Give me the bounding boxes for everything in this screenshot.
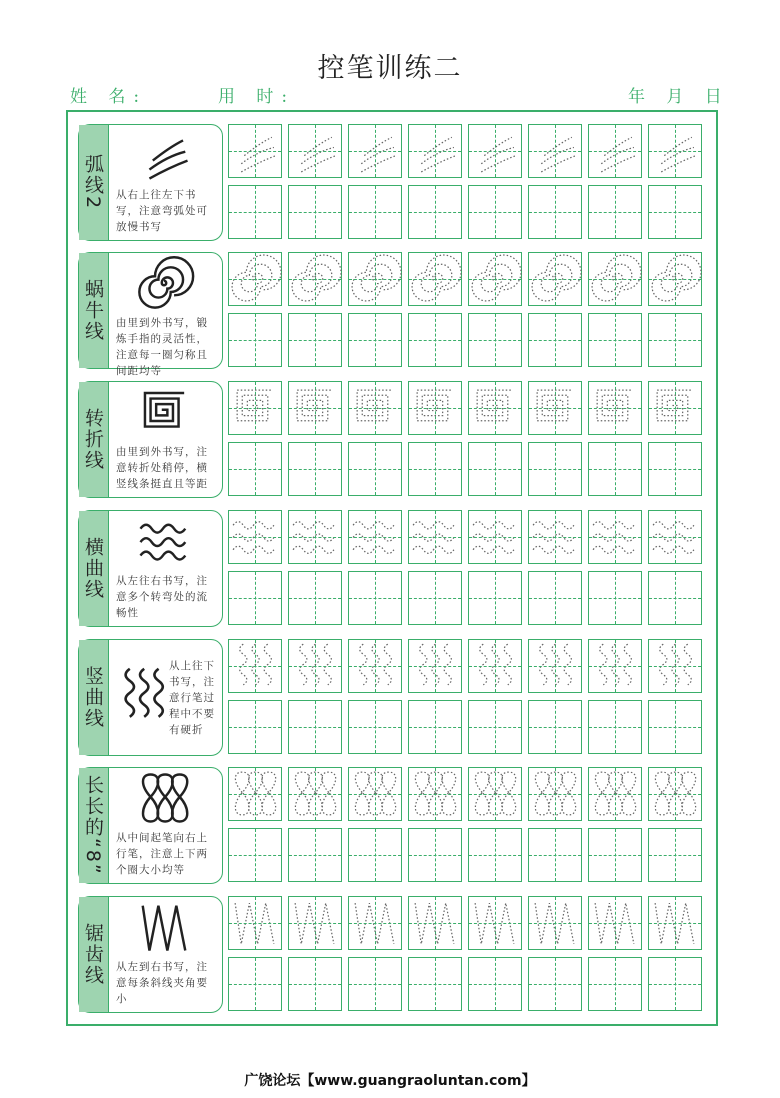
blank-practice-cell[interactable] (528, 442, 582, 496)
blank-practice-cell[interactable] (468, 185, 522, 239)
trace-cell[interactable] (228, 767, 282, 821)
trace-cell[interactable] (468, 124, 522, 178)
trace-pattern (589, 382, 640, 433)
blank-practice-cell[interactable] (648, 442, 702, 496)
trace-cell[interactable] (228, 639, 282, 693)
trace-pattern (589, 511, 640, 562)
section-description: 从中间起笔向右上行笔，注意上下两个圈大小均等 (116, 832, 208, 876)
section-label (79, 125, 109, 240)
blank-practice-cell[interactable] (588, 828, 642, 882)
trace-pattern (469, 511, 520, 562)
trace-cell[interactable] (648, 639, 702, 693)
trace-pattern (589, 897, 640, 948)
blank-practice-cell[interactable] (408, 571, 462, 625)
section-label (79, 768, 109, 883)
blank-practice-cell[interactable] (528, 185, 582, 239)
trace-pattern (289, 511, 340, 562)
trace-pattern (409, 125, 460, 176)
trace-cell[interactable] (648, 510, 702, 564)
trace-pattern (469, 768, 520, 819)
trace-cell[interactable] (288, 510, 342, 564)
section-label (79, 511, 109, 626)
trace-pattern (229, 511, 280, 562)
section-label (79, 253, 109, 368)
blank-practice-cell[interactable] (528, 957, 582, 1011)
trace-pattern (289, 253, 340, 304)
trace-cell[interactable] (288, 639, 342, 693)
blank-practice-cell[interactable] (348, 442, 402, 496)
blank-practice-cell[interactable] (528, 571, 582, 625)
trace-cell[interactable] (528, 639, 582, 693)
section-label (79, 897, 109, 1012)
trace-cell[interactable] (588, 124, 642, 178)
trace-pattern (529, 897, 580, 948)
trace-pattern (289, 768, 340, 819)
trace-cell[interactable] (648, 124, 702, 178)
trace-cell[interactable] (348, 510, 402, 564)
blank-practice-cell[interactable] (288, 828, 342, 882)
trace-cell[interactable] (468, 767, 522, 821)
trace-cell[interactable] (228, 124, 282, 178)
trace-cell[interactable] (408, 510, 462, 564)
blank-practice-cell[interactable] (228, 957, 282, 1011)
blank-practice-cell[interactable] (528, 828, 582, 882)
trace-pattern (349, 897, 400, 948)
trace-cell[interactable] (348, 381, 402, 435)
trace-cell[interactable] (528, 381, 582, 435)
trace-cell[interactable] (588, 896, 642, 950)
trace-cell[interactable] (228, 252, 282, 306)
date-label: 年 月 日 (628, 87, 730, 107)
blank-practice-cell[interactable] (648, 571, 702, 625)
trace-cell[interactable] (288, 124, 342, 178)
blank-practice-cell[interactable] (408, 185, 462, 239)
trace-pattern (349, 511, 400, 562)
blank-practice-cell[interactable] (588, 571, 642, 625)
blank-practice-cell[interactable] (228, 185, 282, 239)
trace-cell[interactable] (408, 252, 462, 306)
trace-pattern (409, 253, 460, 304)
trace-pattern (649, 253, 700, 304)
blank-practice-cell[interactable] (228, 442, 282, 496)
trace-cell[interactable] (588, 252, 642, 306)
trace-cell[interactable] (528, 896, 582, 950)
trace-cell[interactable] (468, 381, 522, 435)
trace-pattern (649, 768, 700, 819)
trace-pattern (229, 382, 280, 433)
trace-pattern (349, 382, 400, 433)
section-label-text: 锯齿线 (82, 923, 104, 986)
blank-practice-cell[interactable] (228, 571, 282, 625)
trace-cell[interactable] (228, 896, 282, 950)
trace-cell[interactable] (588, 639, 642, 693)
section-label (79, 640, 109, 755)
trace-pattern (469, 640, 520, 691)
trace-pattern (529, 125, 580, 176)
trace-pattern (529, 768, 580, 819)
name-label: 姓 名: (70, 87, 148, 107)
page-title: 控笔训练二 (317, 53, 463, 84)
trace-cell[interactable] (348, 639, 402, 693)
section-card-1 (78, 124, 223, 241)
section-card-3 (78, 381, 223, 498)
trace-pattern (469, 382, 520, 433)
blank-practice-cell[interactable] (288, 442, 342, 496)
blank-practice-cell[interactable] (408, 957, 462, 1011)
trace-pattern (349, 640, 400, 691)
section-description: 从右上往左下书写，注意弯弧处可放慢书写 (116, 189, 208, 233)
trace-cell[interactable] (588, 510, 642, 564)
blank-practice-cell[interactable] (648, 313, 702, 367)
trace-pattern (589, 640, 640, 691)
trace-pattern (409, 640, 460, 691)
trace-pattern (649, 511, 700, 562)
trace-pattern (229, 897, 280, 948)
trace-cell[interactable] (408, 896, 462, 950)
trace-cell[interactable] (348, 896, 402, 950)
trace-pattern (469, 897, 520, 948)
blank-practice-cell[interactable] (468, 700, 522, 754)
trace-pattern (289, 640, 340, 691)
blank-practice-cell[interactable] (588, 957, 642, 1011)
trace-pattern (649, 382, 700, 433)
trace-pattern (469, 253, 520, 304)
trace-cell[interactable] (228, 510, 282, 564)
blank-practice-cell[interactable] (348, 700, 402, 754)
section-description: 由里到外书写，注意转折处稍停，横竖线条挺直且等距 (116, 446, 208, 490)
section-label-text: 长长的“8” (82, 775, 104, 876)
trace-pattern (349, 253, 400, 304)
trace-pattern (229, 768, 280, 819)
footer-text: 广饶论坛【www.guangraoluntan.com】 (244, 1073, 536, 1089)
section-card-4 (78, 510, 223, 627)
blank-practice-cell[interactable] (228, 313, 282, 367)
trace-cell[interactable] (468, 510, 522, 564)
zigzag-icon (109, 897, 222, 955)
trace-pattern (409, 511, 460, 562)
section-label-text: 转折线 (82, 408, 104, 471)
spiral-icon (109, 253, 222, 311)
trace-pattern (289, 897, 340, 948)
blank-practice-cell[interactable] (528, 313, 582, 367)
blank-practice-cell[interactable] (288, 313, 342, 367)
trace-cell[interactable] (468, 252, 522, 306)
trace-cell[interactable] (408, 639, 462, 693)
trace-pattern (649, 125, 700, 176)
trace-pattern (529, 253, 580, 304)
trace-pattern (349, 125, 400, 176)
trace-cell[interactable] (528, 510, 582, 564)
blank-practice-cell[interactable] (588, 185, 642, 239)
trace-pattern (229, 125, 280, 176)
blank-practice-cell[interactable] (468, 957, 522, 1011)
trace-cell[interactable] (528, 124, 582, 178)
trace-pattern (349, 768, 400, 819)
blank-practice-cell[interactable] (228, 700, 282, 754)
trace-pattern (409, 768, 460, 819)
blank-practice-cell[interactable] (348, 828, 402, 882)
blank-practice-cell[interactable] (408, 313, 462, 367)
section-card-2 (78, 252, 223, 377)
trace-pattern (409, 382, 460, 433)
section-label-text: 横曲线 (82, 537, 104, 600)
arc-icon (109, 125, 222, 183)
trace-pattern (589, 253, 640, 304)
section-label (79, 382, 109, 497)
trace-cell[interactable] (468, 639, 522, 693)
section-card-7 (78, 896, 223, 1013)
blank-practice-cell[interactable] (348, 957, 402, 1011)
trace-pattern (589, 125, 640, 176)
trace-cell[interactable] (528, 767, 582, 821)
section-label-text: 竖曲线 (82, 666, 104, 729)
section-label-text: 弧线2 (82, 154, 104, 211)
trace-cell[interactable] (288, 767, 342, 821)
practice-frame (66, 110, 718, 1026)
section-card-5 (78, 639, 223, 756)
trace-cell[interactable] (528, 252, 582, 306)
blank-practice-cell[interactable] (468, 442, 522, 496)
square-spiral-icon (109, 382, 222, 440)
trace-cell[interactable] (288, 252, 342, 306)
trace-pattern (529, 382, 580, 433)
blank-practice-cell[interactable] (288, 185, 342, 239)
trace-pattern (289, 125, 340, 176)
trace-pattern (589, 768, 640, 819)
blank-practice-cell[interactable] (588, 442, 642, 496)
blank-practice-cell[interactable] (528, 700, 582, 754)
trace-pattern (529, 640, 580, 691)
trace-pattern (529, 511, 580, 562)
trace-cell[interactable] (348, 767, 402, 821)
figure-eight-icon (109, 768, 222, 826)
time-label: 用 时: (218, 87, 296, 107)
trace-cell[interactable] (288, 381, 342, 435)
trace-pattern (229, 253, 280, 304)
trace-pattern (649, 897, 700, 948)
section-description: 由里到外书写，锻炼手指的灵活性，注意每一圈匀称且间距均等 (116, 317, 208, 377)
trace-pattern (469, 125, 520, 176)
trace-cell[interactable] (468, 896, 522, 950)
trace-cell[interactable] (288, 896, 342, 950)
blank-practice-cell[interactable] (648, 828, 702, 882)
blank-practice-cell[interactable] (588, 700, 642, 754)
blank-practice-cell[interactable] (348, 313, 402, 367)
trace-cell[interactable] (588, 767, 642, 821)
trace-cell[interactable] (588, 381, 642, 435)
trace-cell[interactable] (648, 896, 702, 950)
blank-practice-cell[interactable] (348, 571, 402, 625)
blank-practice-cell[interactable] (288, 571, 342, 625)
trace-pattern (649, 640, 700, 691)
trace-cell[interactable] (228, 381, 282, 435)
blank-practice-cell[interactable] (408, 828, 462, 882)
section-description: 从左到右书写，注意每条斜线夹角要小 (116, 961, 208, 1005)
blank-practice-cell[interactable] (468, 313, 522, 367)
trace-cell[interactable] (408, 381, 462, 435)
blank-practice-cell[interactable] (288, 957, 342, 1011)
trace-cell[interactable] (408, 767, 462, 821)
trace-cell[interactable] (648, 252, 702, 306)
horizontal-wave-icon (109, 511, 222, 569)
trace-cell[interactable] (648, 381, 702, 435)
blank-practice-cell[interactable] (648, 185, 702, 239)
blank-practice-cell[interactable] (648, 957, 702, 1011)
section-label-text: 蜗牛线 (82, 279, 104, 342)
blank-practice-cell[interactable] (468, 571, 522, 625)
section-description: 从左往右书写，注意多个转弯处的流畅性 (116, 575, 208, 619)
trace-pattern (409, 897, 460, 948)
blank-practice-cell[interactable] (408, 700, 462, 754)
blank-practice-cell[interactable] (288, 700, 342, 754)
trace-pattern (289, 382, 340, 433)
blank-practice-cell[interactable] (228, 828, 282, 882)
trace-cell[interactable] (648, 767, 702, 821)
trace-cell[interactable] (348, 124, 402, 178)
blank-practice-cell[interactable] (468, 828, 522, 882)
blank-practice-cell[interactable] (408, 442, 462, 496)
trace-cell[interactable] (348, 252, 402, 306)
blank-practice-cell[interactable] (588, 313, 642, 367)
section-description: 从上往下书写，注意行笔过程中不要有硬折 (169, 660, 215, 736)
blank-practice-cell[interactable] (648, 700, 702, 754)
section-card-6 (78, 767, 223, 884)
blank-practice-cell[interactable] (348, 185, 402, 239)
trace-cell[interactable] (408, 124, 462, 178)
trace-pattern (229, 640, 280, 691)
